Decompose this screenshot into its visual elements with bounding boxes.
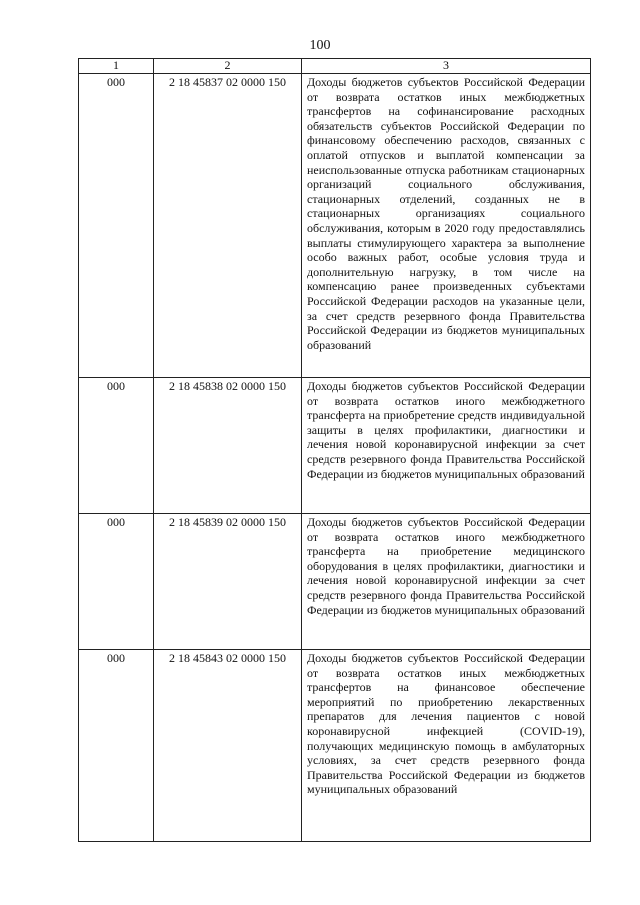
page-number: 100 xyxy=(309,38,331,53)
description-cell: Доходы бюджетов субъектов Российской Федерации от возврата остатков иного межбюджетного трансферта на приобретение средств индивидуальной защиты в целях профилактики, диагностики и лечения новой коронавирусной инфекции за счет средств резервного фонда Правительства Российской Федерации из бюджетов муниципальных образований xyxy=(302,378,591,514)
kbk-code-cell: 2 18 45837 02 0000 150 xyxy=(154,74,302,378)
column-header-1: 1 xyxy=(79,59,154,74)
description-cell: Доходы бюджетов субъектов Российской Федерации от возврата остатков иных межбюджетных трансфертов на финансовое обеспечение мероприятий по приобретению лекарственных препаратов для лечения пациентов с новой коронавирусной инфекцией (COVID-19), получающих медицинскую помощь в амбулаторных условиях, за счет средств резервного фонда Правительства Российской Федерации из бюджетов муниципальных образований xyxy=(302,650,591,842)
table-row xyxy=(79,74,591,378)
column-header-3: 3 xyxy=(302,59,591,74)
admin-code-cell: 000 xyxy=(79,650,154,842)
description-cell: Доходы бюджетов субъектов Российской Федерации от возврата остатков иных межбюджетных трансфертов на софинансирование расходных обязательств субъектов Российской Федерации по финансовому обеспечению расходов, связанных с оплатой отпусков и выплатой компенсации за неиспользованные отпуска работникам стационарных организаций социального обслуживания, стационарных отделений, созданных не в стационарных организациях социального обслуживания, которым в 2020 году предоставлялись выплаты стимулирующего характера за выполнение особо важных работ, особые условия труда и дополнительную нагрузку, в том числе на компенсацию ранее произведенных субъектами Российской Федерации расходов на указанные цели, за счет средств резервного фонда Правительства Российской Федерации из бюджетов муниципальных образований xyxy=(302,74,591,378)
kbk-code-cell: 2 18 45839 02 0000 150 xyxy=(154,514,302,650)
kbk-code-cell: 2 18 45843 02 0000 150 xyxy=(154,650,302,842)
admin-code-cell: 000 xyxy=(79,514,154,650)
kbk-code-cell: 2 18 45838 02 0000 150 xyxy=(154,378,302,514)
revenue-codes-table xyxy=(78,58,591,842)
admin-code-cell: 000 xyxy=(79,74,154,378)
column-number-row xyxy=(79,59,591,74)
table-row xyxy=(79,378,591,514)
table-row xyxy=(79,514,591,650)
column-header-2: 2 xyxy=(154,59,302,74)
description-cell: Доходы бюджетов субъектов Российской Федерации от возврата остатков иного межбюджетного трансферта на приобретение медицинского оборудования в целях профилактики, диагностики и лечения новой коронавирусной инфекции за счет средств резервного фонда Правительства Российской Федерации из бюджетов муниципальных образований xyxy=(302,514,591,650)
admin-code-cell: 000 xyxy=(79,378,154,514)
table-row xyxy=(79,650,591,842)
